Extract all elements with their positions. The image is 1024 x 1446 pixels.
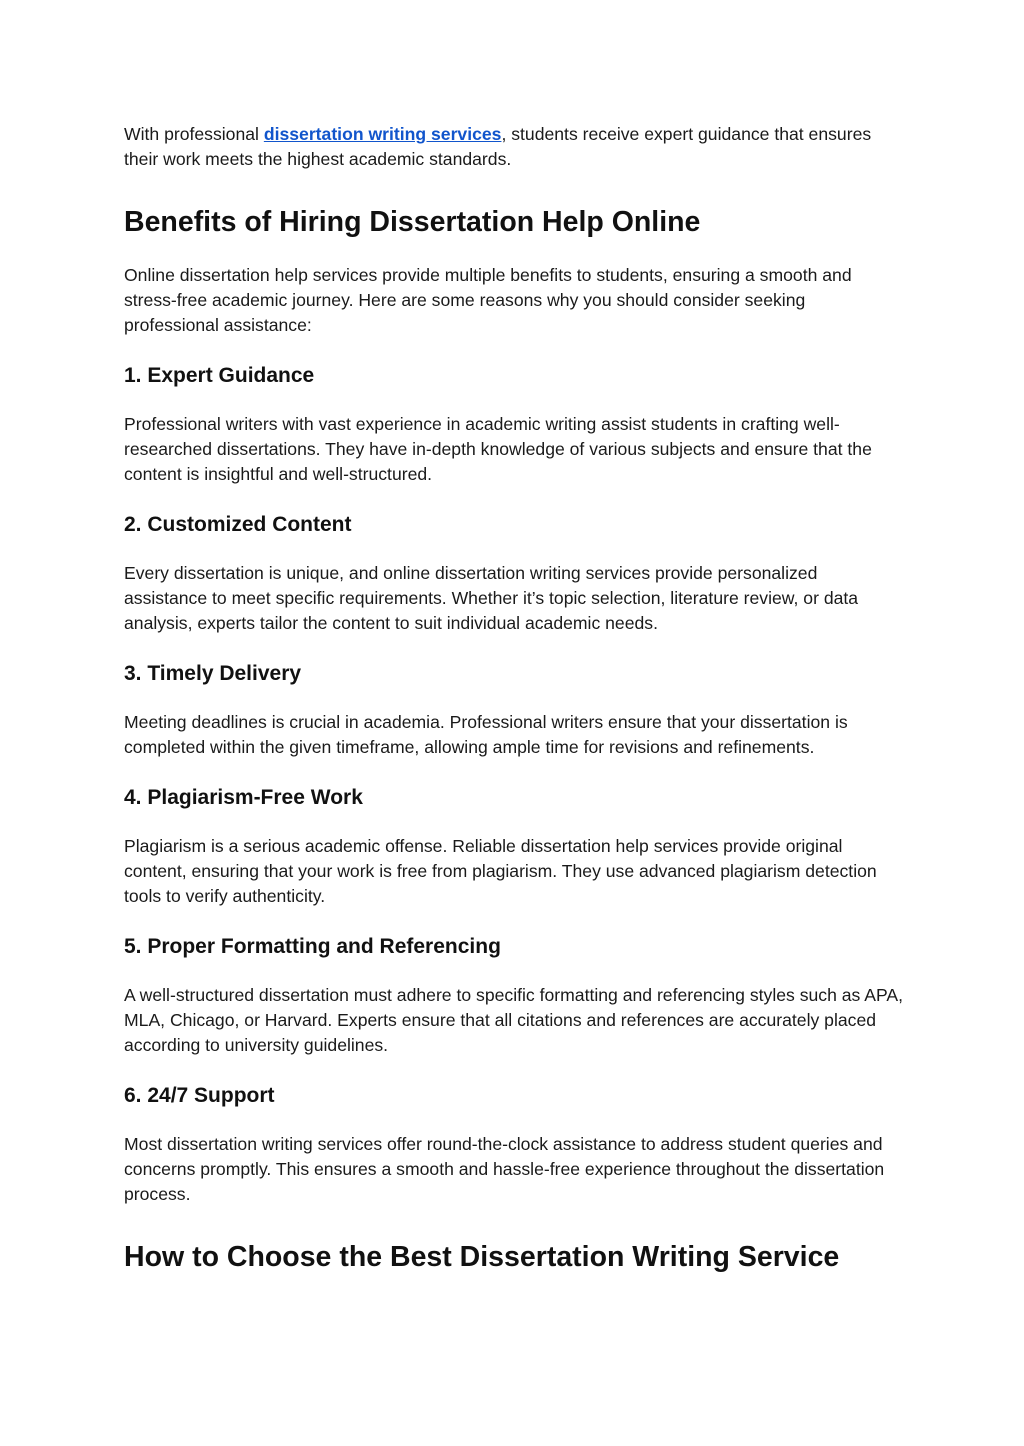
intro-text-before-link: With professional	[124, 124, 264, 144]
timely-delivery-heading: 3. Timely Delivery	[124, 662, 302, 685]
plagiarism-free-paragraph: Plagiarism is a serious academic offense. Reliable dissertation help services provide original content, ensuring that your work is free from plagiarism. They use advanced plagiarism detection tools to verify authenticity.	[124, 836, 877, 906]
formatting-referencing-paragraph: A well-structured dissertation must adhere to specific formatting and referencing styles such as APA, MLA, Chicago, or Harvard. Experts ensure that all citations and references are accurately placed according to university guidelines.	[124, 985, 904, 1055]
support-paragraph: Most dissertation writing services offer round-the-clock assistance to address student queries and concerns promptly. This ensures a smooth and hassle-free experience throughout the dissertation process.	[124, 1134, 885, 1204]
choose-service-heading: How to Choose the Best Dissertation Writing Service	[124, 1241, 840, 1273]
intro-text-after-link: , students receive expert guidance that ensures their work meets the highest academic standards.	[124, 124, 872, 169]
intro-paragraph	[124, 122, 904, 172]
expert-guidance-heading: 1. Expert Guidance	[124, 364, 315, 387]
plagiarism-free-heading: 4. Plagiarism-Free Work	[124, 786, 363, 809]
benefits-intro-paragraph: Online dissertation help services provide multiple benefits to students, ensuring a smooth and stress-free academic journey. Here are some reasons why you should consider seeking professional assistance:	[124, 265, 852, 335]
dissertation-writing-services-link[interactable]: dissertation writing services	[263, 124, 502, 144]
customized-content-heading: 2. Customized Content	[124, 513, 352, 536]
timely-delivery-paragraph: Meeting deadlines is crucial in academia. Professional writers ensure that your dissertation is completed within the given timeframe, allowing ample time for revisions and refinements.	[124, 712, 848, 757]
customized-content-paragraph: Every dissertation is unique, and online dissertation writing services provide personalized assistance to meet specific requirements. Whether it’s topic selection, literature review, or data analysis, experts tailor the content to suit individual academic needs.	[124, 563, 859, 633]
support-heading: 6. 24/7 Support	[124, 1084, 275, 1107]
benefits-heading: Benefits of Hiring Dissertation Help Online	[124, 206, 701, 238]
formatting-referencing-heading: 5. Proper Formatting and Referencing	[124, 935, 501, 958]
expert-guidance-paragraph: Professional writers with vast experience in academic writing assist students in crafting well-researched dissertations. They have in-depth knowledge of various subjects and ensure that the content is insightful and well-structured.	[124, 414, 872, 484]
